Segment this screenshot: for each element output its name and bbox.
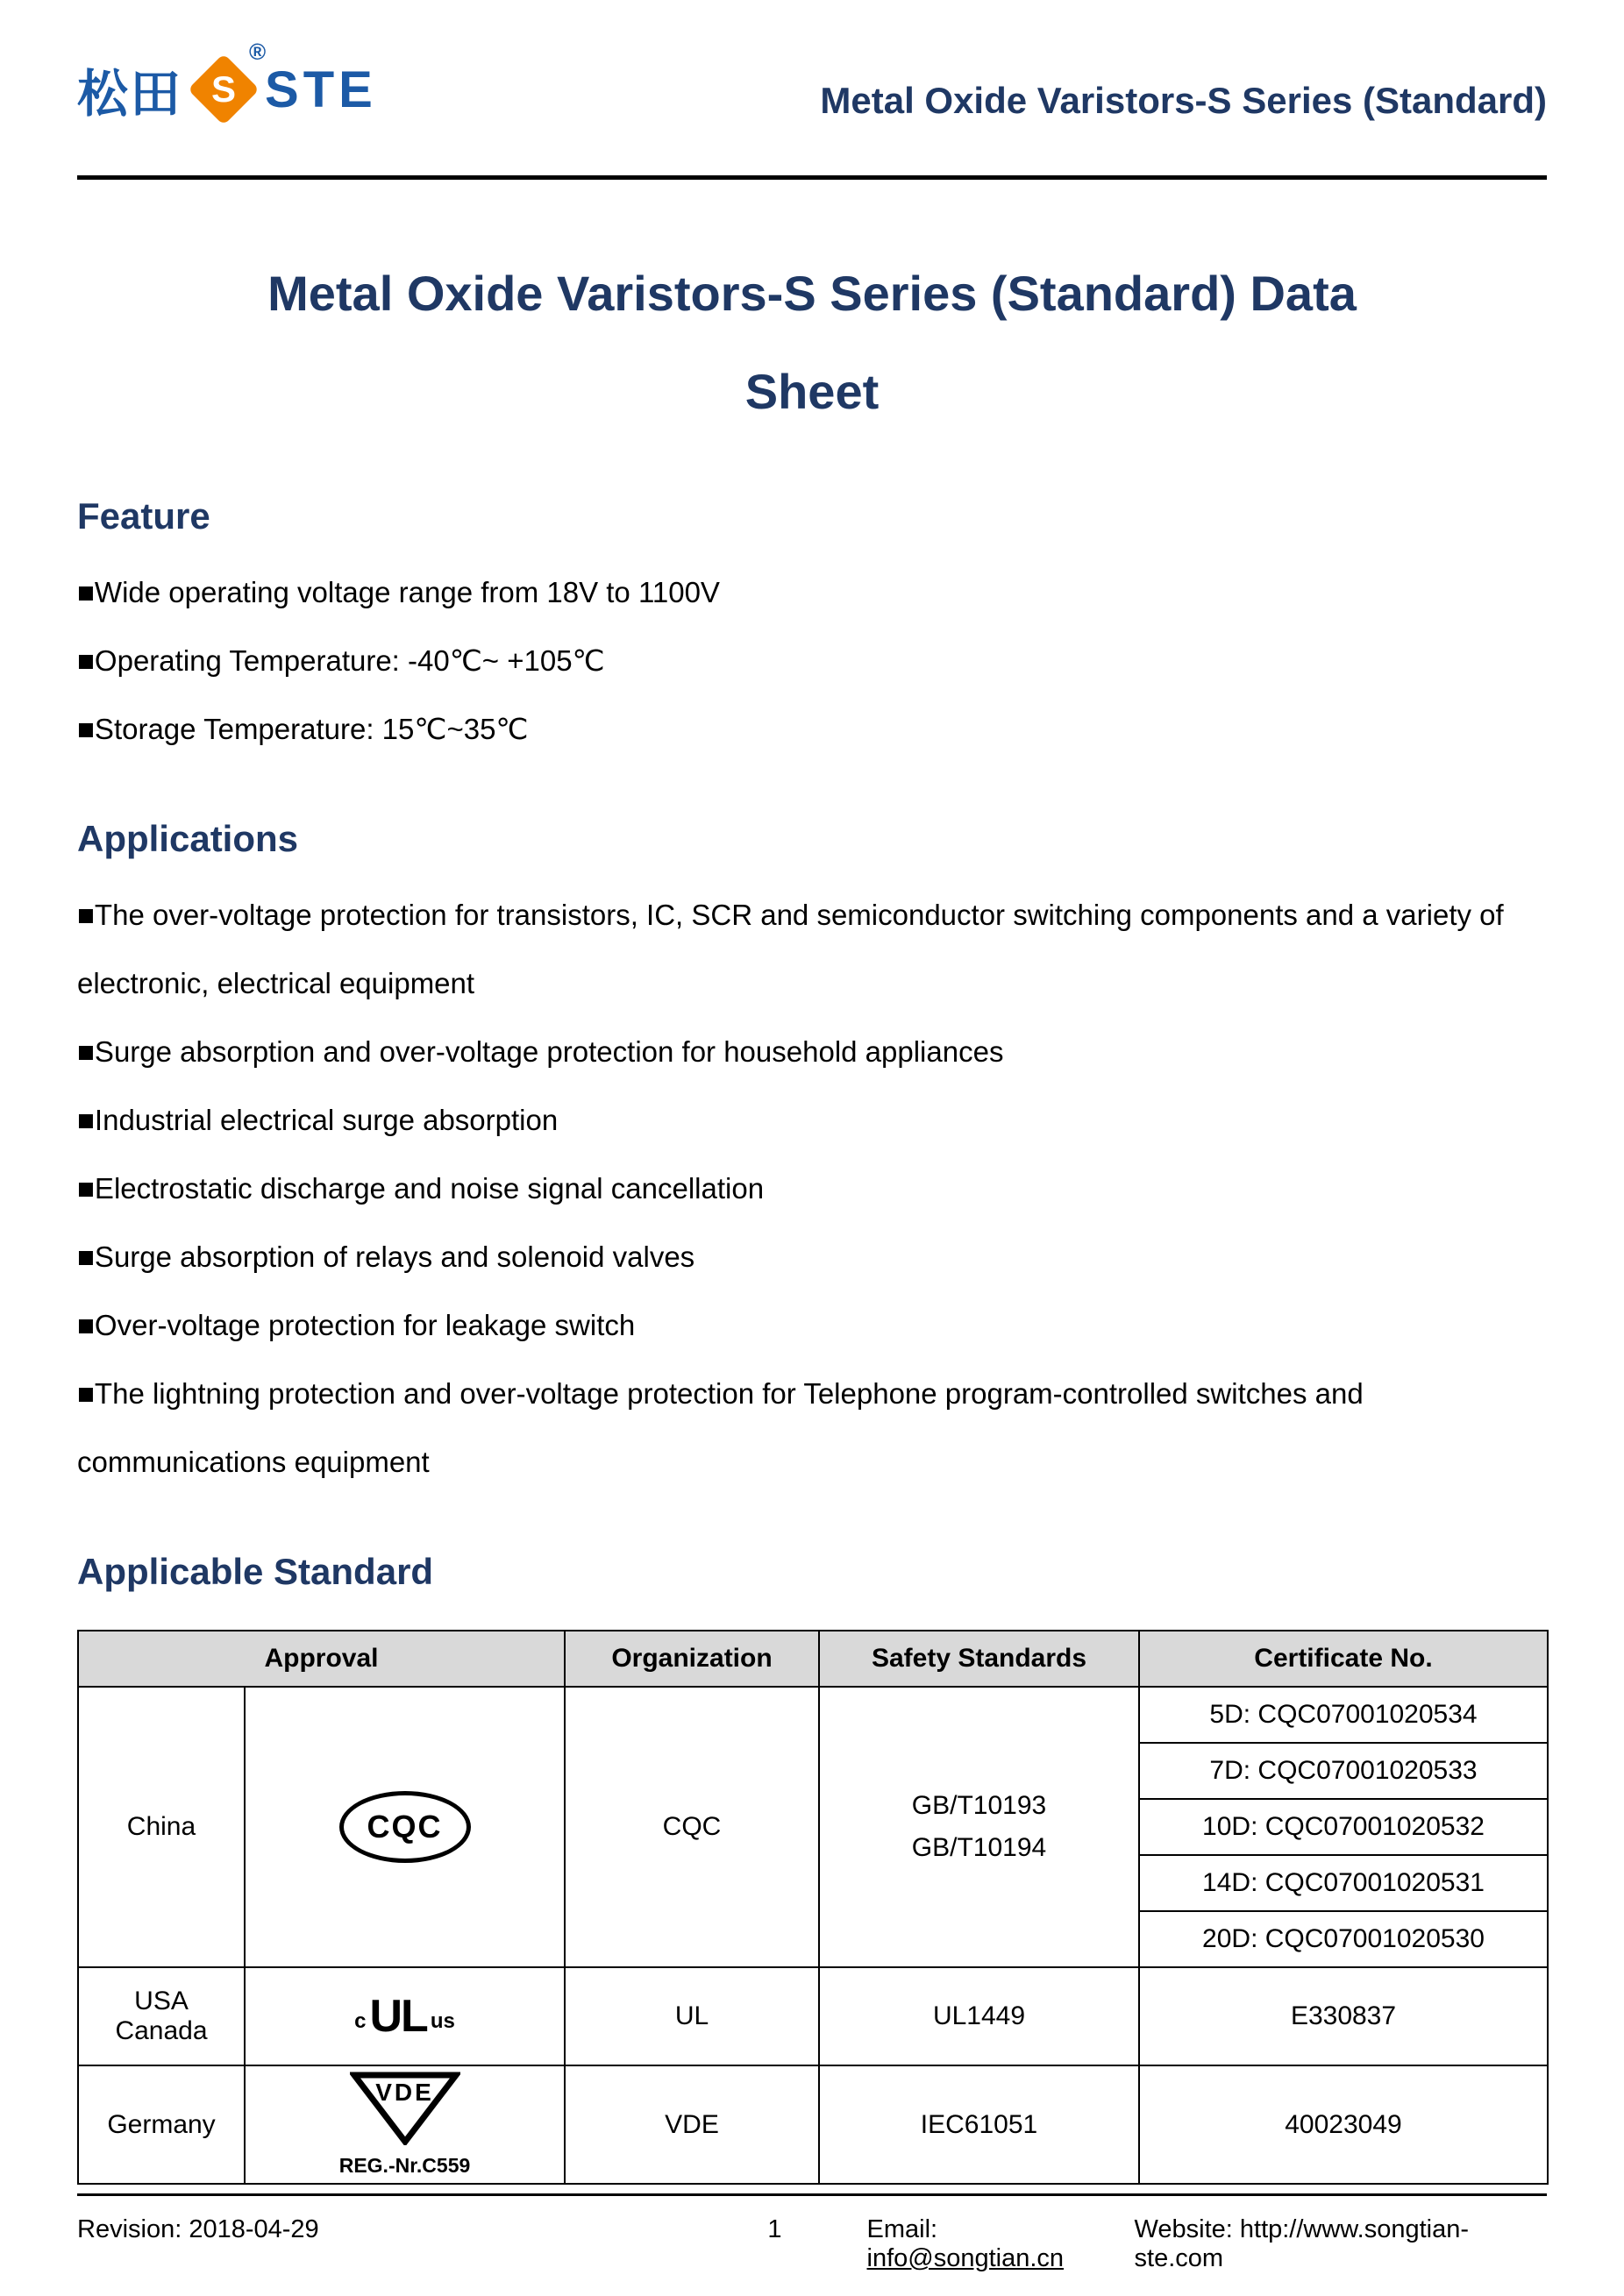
safety-standard-line: GB/T10194 bbox=[911, 1833, 1047, 1862]
feature-item: ■Storage Temperature: 15℃~35℃ bbox=[77, 713, 529, 745]
logo-ste-text: STE bbox=[265, 60, 377, 118]
certificate-cell: 14D: CQC07001020531 bbox=[1139, 1855, 1548, 1911]
footer-revision: Revision: 2018-04-29 bbox=[77, 2215, 319, 2243]
safety-standards-china bbox=[819, 1687, 1139, 1967]
ul-logo-us: us bbox=[430, 2009, 455, 2033]
col-header-safety-standards: Safety Standards bbox=[819, 1631, 1139, 1687]
col-header-approval: Approval bbox=[78, 1631, 565, 1687]
region-germany: Germany bbox=[78, 2065, 245, 2184]
footer-email bbox=[867, 2215, 1135, 2273]
certificate-cell: 10D: CQC07001020532 bbox=[1139, 1799, 1548, 1855]
email-label: Email: bbox=[866, 2215, 938, 2243]
logo-cn-text: 松田 bbox=[77, 66, 183, 123]
feature-list bbox=[77, 558, 1547, 764]
organization-china: CQC bbox=[565, 1687, 819, 1967]
col-header-certificate-no: Certificate No. bbox=[1139, 1631, 1548, 1687]
safety-standards-germany: IEC61051 bbox=[819, 2065, 1139, 2184]
application-item: ■Surge absorption of relays and solenoid valves bbox=[77, 1240, 695, 1273]
ul-logo-cell bbox=[245, 1967, 565, 2065]
application-item: ■Surge absorption and over-voltage protection for household appliances bbox=[77, 1035, 1004, 1068]
footer-contact bbox=[793, 2215, 1548, 2273]
document-title bbox=[77, 245, 1547, 441]
page-number: 1 bbox=[767, 2215, 782, 2243]
certificate-cell: 5D: CQC07001020534 bbox=[1139, 1687, 1548, 1743]
header-divider bbox=[77, 175, 1547, 180]
application-item: ■Industrial electrical surge absorption bbox=[77, 1104, 559, 1136]
applications-heading: Applications bbox=[77, 818, 299, 859]
document-header bbox=[77, 37, 1547, 142]
footer-website: Website: http://www.songtian-ste.com bbox=[1134, 2215, 1470, 2272]
applications-list bbox=[77, 881, 1547, 1496]
ul-logo-text: UL bbox=[369, 1991, 427, 2042]
cqc-logo-cell bbox=[245, 1687, 565, 1967]
applicable-standard-heading: Applicable Standard bbox=[77, 1551, 434, 1592]
vde-logo-text: VDE bbox=[375, 2079, 434, 2106]
table-row-usa-canada bbox=[78, 1967, 1548, 2065]
table-row-germany bbox=[78, 2065, 1548, 2184]
vde-logo-cell bbox=[245, 2065, 565, 2184]
region-usa-canada: USA Canada bbox=[78, 1967, 245, 2065]
header-series-title: Metal Oxide Varistors-S Series (Standard) bbox=[820, 80, 1547, 121]
document-footer bbox=[77, 2193, 1547, 2273]
certificate-usa: E330837 bbox=[1139, 1967, 1548, 2065]
ul-logo-c: c bbox=[354, 2009, 367, 2033]
safety-standards-usa: UL1449 bbox=[819, 1967, 1139, 2065]
certificate-cell: 7D: CQC07001020533 bbox=[1139, 1743, 1548, 1799]
vde-reg-number: REG.-Nr.C559 bbox=[338, 2154, 471, 2177]
application-item: ■Over-voltage protection for leakage switch bbox=[77, 1309, 636, 1341]
logo-s-letter: S bbox=[211, 68, 237, 110]
feature-heading: Feature bbox=[77, 495, 210, 537]
certificate-cell: 20D: CQC07001020530 bbox=[1139, 1911, 1548, 1967]
registered-trademark: ® bbox=[249, 39, 267, 65]
organization-germany: VDE bbox=[565, 2065, 819, 2184]
application-item: ■The over-voltage protection for transistors, IC, SCR and semiconductor switching components and a variety of electronic, electrical equipment bbox=[77, 899, 1504, 999]
cqc-logo-icon bbox=[339, 1791, 471, 1863]
approval-standards-table bbox=[77, 1630, 1549, 2185]
cqc-logo-text: CQC bbox=[367, 1809, 443, 1845]
ul-logo-icon bbox=[354, 1991, 455, 2042]
vde-logo-icon bbox=[350, 2072, 460, 2145]
col-header-organization: Organization bbox=[565, 1631, 819, 1687]
safety-standard-line: GB/T10193 bbox=[911, 1791, 1047, 1820]
table-header-row bbox=[78, 1631, 1548, 1687]
application-item: ■Electrostatic discharge and noise signal cancellation bbox=[77, 1172, 765, 1205]
feature-item: ■Operating Temperature: -40℃~ +105℃ bbox=[77, 644, 605, 677]
email-link[interactable]: info@songtian.cn bbox=[866, 2244, 1065, 2272]
application-item: ■The lightning protection and over-voltage protection for Telephone program-controlled switches and communications equipment bbox=[77, 1377, 1364, 1478]
region-china: China bbox=[78, 1687, 245, 1967]
organization-usa: UL bbox=[565, 1967, 819, 2065]
company-logo bbox=[77, 39, 377, 126]
document-title-line: Sheet bbox=[744, 364, 880, 419]
certificate-germany: 40023049 bbox=[1139, 2065, 1548, 2184]
document-title-line: Metal Oxide Varistors-S Series (Standard) Data bbox=[267, 266, 1357, 321]
feature-item: ■Wide operating voltage range from 18V to 1100V bbox=[77, 576, 720, 608]
table-row-china bbox=[78, 1687, 1548, 1743]
